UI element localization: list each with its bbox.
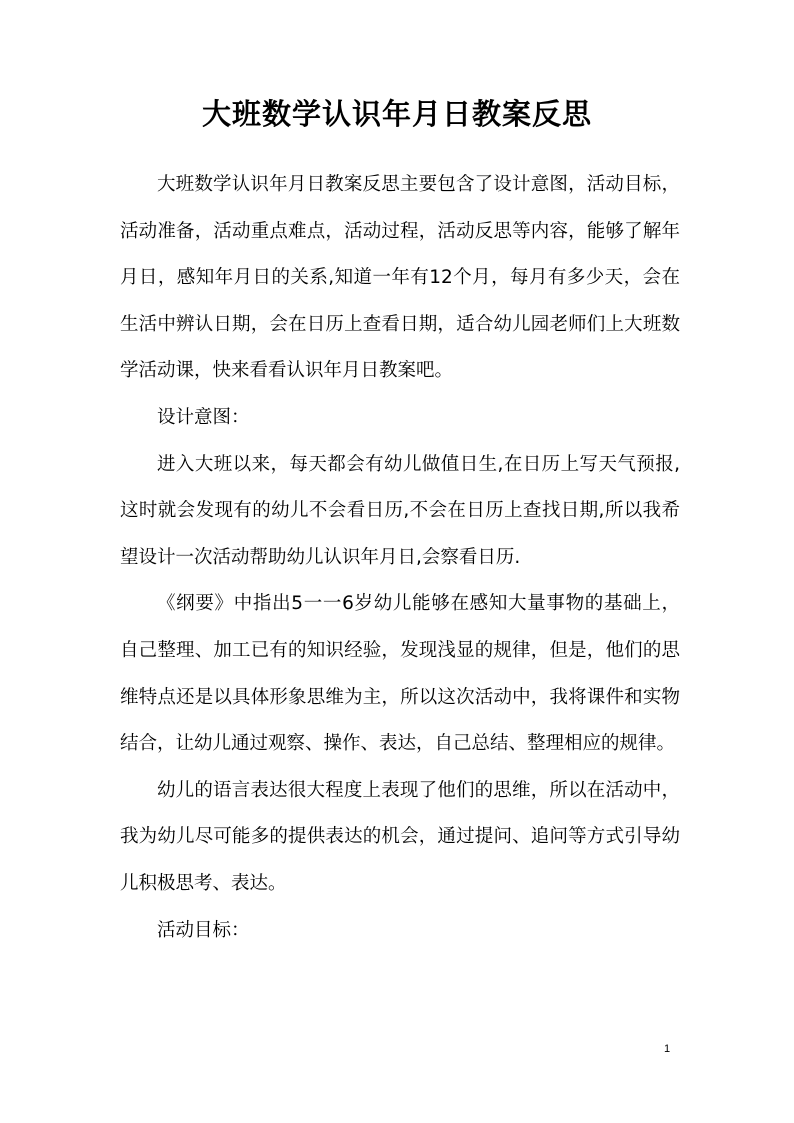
document-title: 大班数学认识年月日教案反思 [201, 97, 592, 131]
page-number: 1 [664, 1043, 671, 1055]
body-paragraph: 进入大班以来，每天都会有幼儿做值日生,在日历上写天气预报,这时就会发现有的幼儿不会看日历,不会在日历上查找日期,所以我希望设计一次活动帮助幼儿认识年月日,会察看日历. [120, 453, 680, 568]
body-paragraph: 《纲要》中指出5一一6岁幼儿能够在感知大量事物的基础上，自己整理、加工已有的知识经验，发现浅显的规律，但是，他们的思维特点还是以具体形象思维为主，所以这次活动中，我将课件和实物结合，让幼儿通过观察、操作、表达，自己总结、整理相应的规律。 [120, 593, 680, 755]
document-body [120, 162, 680, 954]
intro-paragraph: 大班数学认识年月日教案反思主要包含了设计意图，活动目标，活动准备，活动重点难点，活动过程，活动反思等内容，能够了解年月日，感知年月日的关系,知道一年有12个月，每月有多少天，会在生活中辨认日期，会在日历上查看日期，适合幼儿园老师们上大班数学活动课，快来看看认识年月日教案吧。 [120, 174, 680, 382]
body-paragraph: 幼儿的语言表达很大程度上表现了他们的思维，所以在活动中，我为幼儿尽可能多的提供表达的机会，通过提问、追问等方式引导幼儿积极思考、表达。 [120, 779, 680, 894]
section-heading-design-intent: 设计意图： [157, 406, 250, 428]
section-heading-activity-goals: 活动目标： [157, 919, 250, 941]
